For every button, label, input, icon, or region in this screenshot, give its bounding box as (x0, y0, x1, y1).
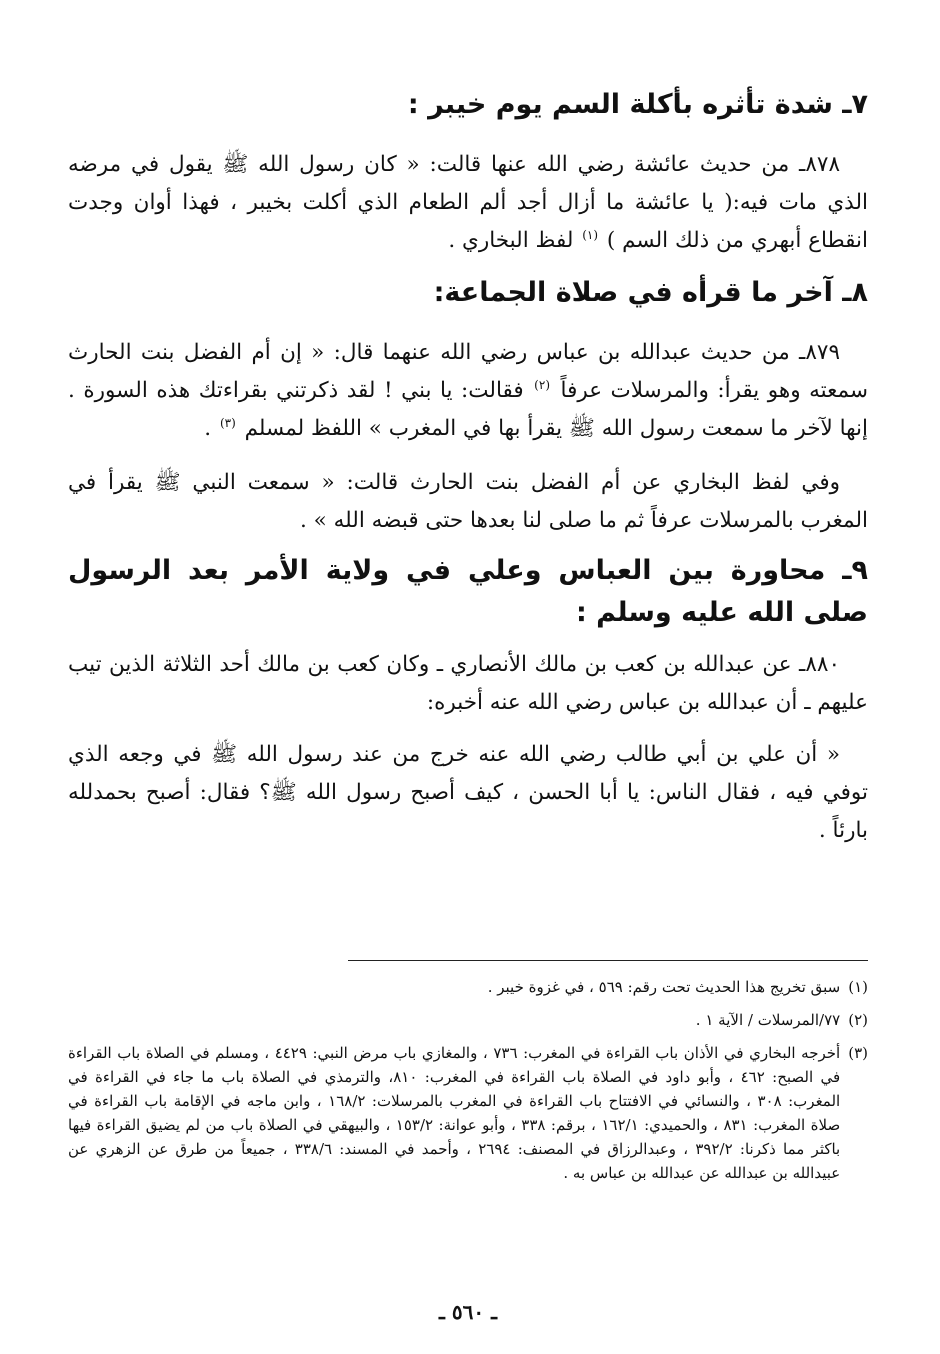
hadith-878-source: لفظ البخاري . (448, 228, 574, 253)
section-heading-8: ٨ـ آخر ما قرأه في صلاة الجماعة: (433, 277, 868, 308)
footnote-text: ٧٧/المرسلات / الآية ١ . (695, 1011, 841, 1029)
page-number: ـ ٥٦٠ ـ (439, 1300, 497, 1324)
footnote-separator (348, 960, 868, 961)
hadith-880-quote-text: « أن علي بن أبي طالب رضي الله عنه خرج من عند رسول الله ﷺ في وجعه الذي توفي فيه ، فقال الناس: يا أبا الحسن ، كيف أصبح رسول الله ﷺ؟ فقال: أصبح بحمدلله بارئاً . (68, 742, 868, 843)
footnote-number: (٣) (848, 1044, 868, 1062)
hadith-879-end: . (204, 416, 212, 441)
footnotes (68, 975, 868, 1194)
footnote-ref-3[interactable]: (٣) (219, 415, 236, 430)
footnote-3 (68, 1041, 868, 1185)
footnote-1 (68, 975, 868, 999)
footnote-ref-1[interactable]: (١) (582, 227, 599, 242)
hadith-880-text: ٨٨٠ـ عن عبدالله بن كعب بن مالك الأنصاري ـ وكان كعب بن مالك أحد الثلاثة الذين تيب عليهم ـ أن عبدالله بن عباس رضي الله عنه أخبره: (68, 652, 868, 715)
footnote-ref-2[interactable]: (٢) (534, 377, 550, 392)
footnote-text: سبق تخريج هذا الحديث تحت رقم: ٥٦٩ ، في غزوة خيبر . (487, 978, 841, 996)
hadith-879-text: ٨٧٩ـ من حديث عبدالله بن عباس رضي الله عنهما قال: « إن أم الفضل بنت الحارث سمعته وهو يقرأ: والمرسلات عرفاً (68, 340, 868, 403)
section-heading-9: ٩ـ محاورة بين العباس وعلي في ولاية الأمر بعد الرسول صلى الله عليه وسلم : (68, 555, 868, 628)
hadith-879-text-cont: فقالت: يا بني ! لقد ذكرتني بقراءتك هذه السورة . إنها لآخر ما سمعت رسول الله ﷺ يقرأ بها في المغرب » اللفظ لمسلم (68, 378, 868, 441)
page-body (68, 80, 868, 1334)
section-heading-7: ٧ـ شدة تأثره بأكلة السم يوم خيبر : (407, 89, 868, 120)
hadith-880 (68, 646, 868, 722)
hadith-878-text: ٨٧٨ـ من حديث عائشة رضي الله عنها قالت: « كان رسول الله ﷺ يقول في مرضه الذي مات فيه:( يا عائشة ما أزال أجد ألم الطعام الذي أكلت بخيبر ، فهذا أوان وجدت انقطاع أبهري من ذلك السم ) (68, 152, 868, 253)
hadith-879 (68, 334, 868, 448)
footnote-number: (٢) (848, 1011, 868, 1029)
hadith-879-bukhari (68, 464, 868, 540)
hadith-880-quote (68, 736, 868, 850)
footnote-text: أخرجه البخاري في الأذان باب القراءة في المغرب: ٧٣٦ ، والمغازي باب مرض النبي: ٤٤٢٩ ، ومسلم في الصلاة باب القراءة في الصبح: ٤٦٢ ، وأبو داود في الصلاة باب القراءة في المغرب: ٨١٠، والترمذي في الصلاة باب ما جاء في القراءة في المغرب: ٣٠٨ ، والنسائي في الافتتاح باب القراءة في المغرب بالمرسلات: ١٦٨/٢ ، وابن ماجه في الإقامة باب القراءة في صلاة المغرب: ٨٣١ ، والحميدي: ١٦٢/١ ، برقم: ٣٣٨ ، وأبو عوانة: ١٥٣/٢ ، والبيهقي في الصلاة باب من لم يضيق القراءة فيها باكثر مما ذكرنا: ٣٩٢/٢ ، وعبدالرزاق في المصنف: ٢٦٩٤ ، وأحمد في المسند: ٣٣٨/٦ ، جميعاً من طرق عن الزهري عن عبيدالله بن عبدالله عن عبدالله بن عباس به . (68, 1044, 841, 1182)
hadith-879-bukhari-text: وفي لفظ البخاري عن أم الفضل بنت الحارث قالت: « سمعت النبي ﷺ يقرأ في المغرب بالمرسلات عرفاً ثم ما صلى لنا بعدها حتى قبضه الله » . (68, 470, 868, 533)
footnote-number: (١) (848, 978, 868, 996)
hadith-878 (68, 146, 868, 260)
footnote-2 (68, 1008, 868, 1032)
